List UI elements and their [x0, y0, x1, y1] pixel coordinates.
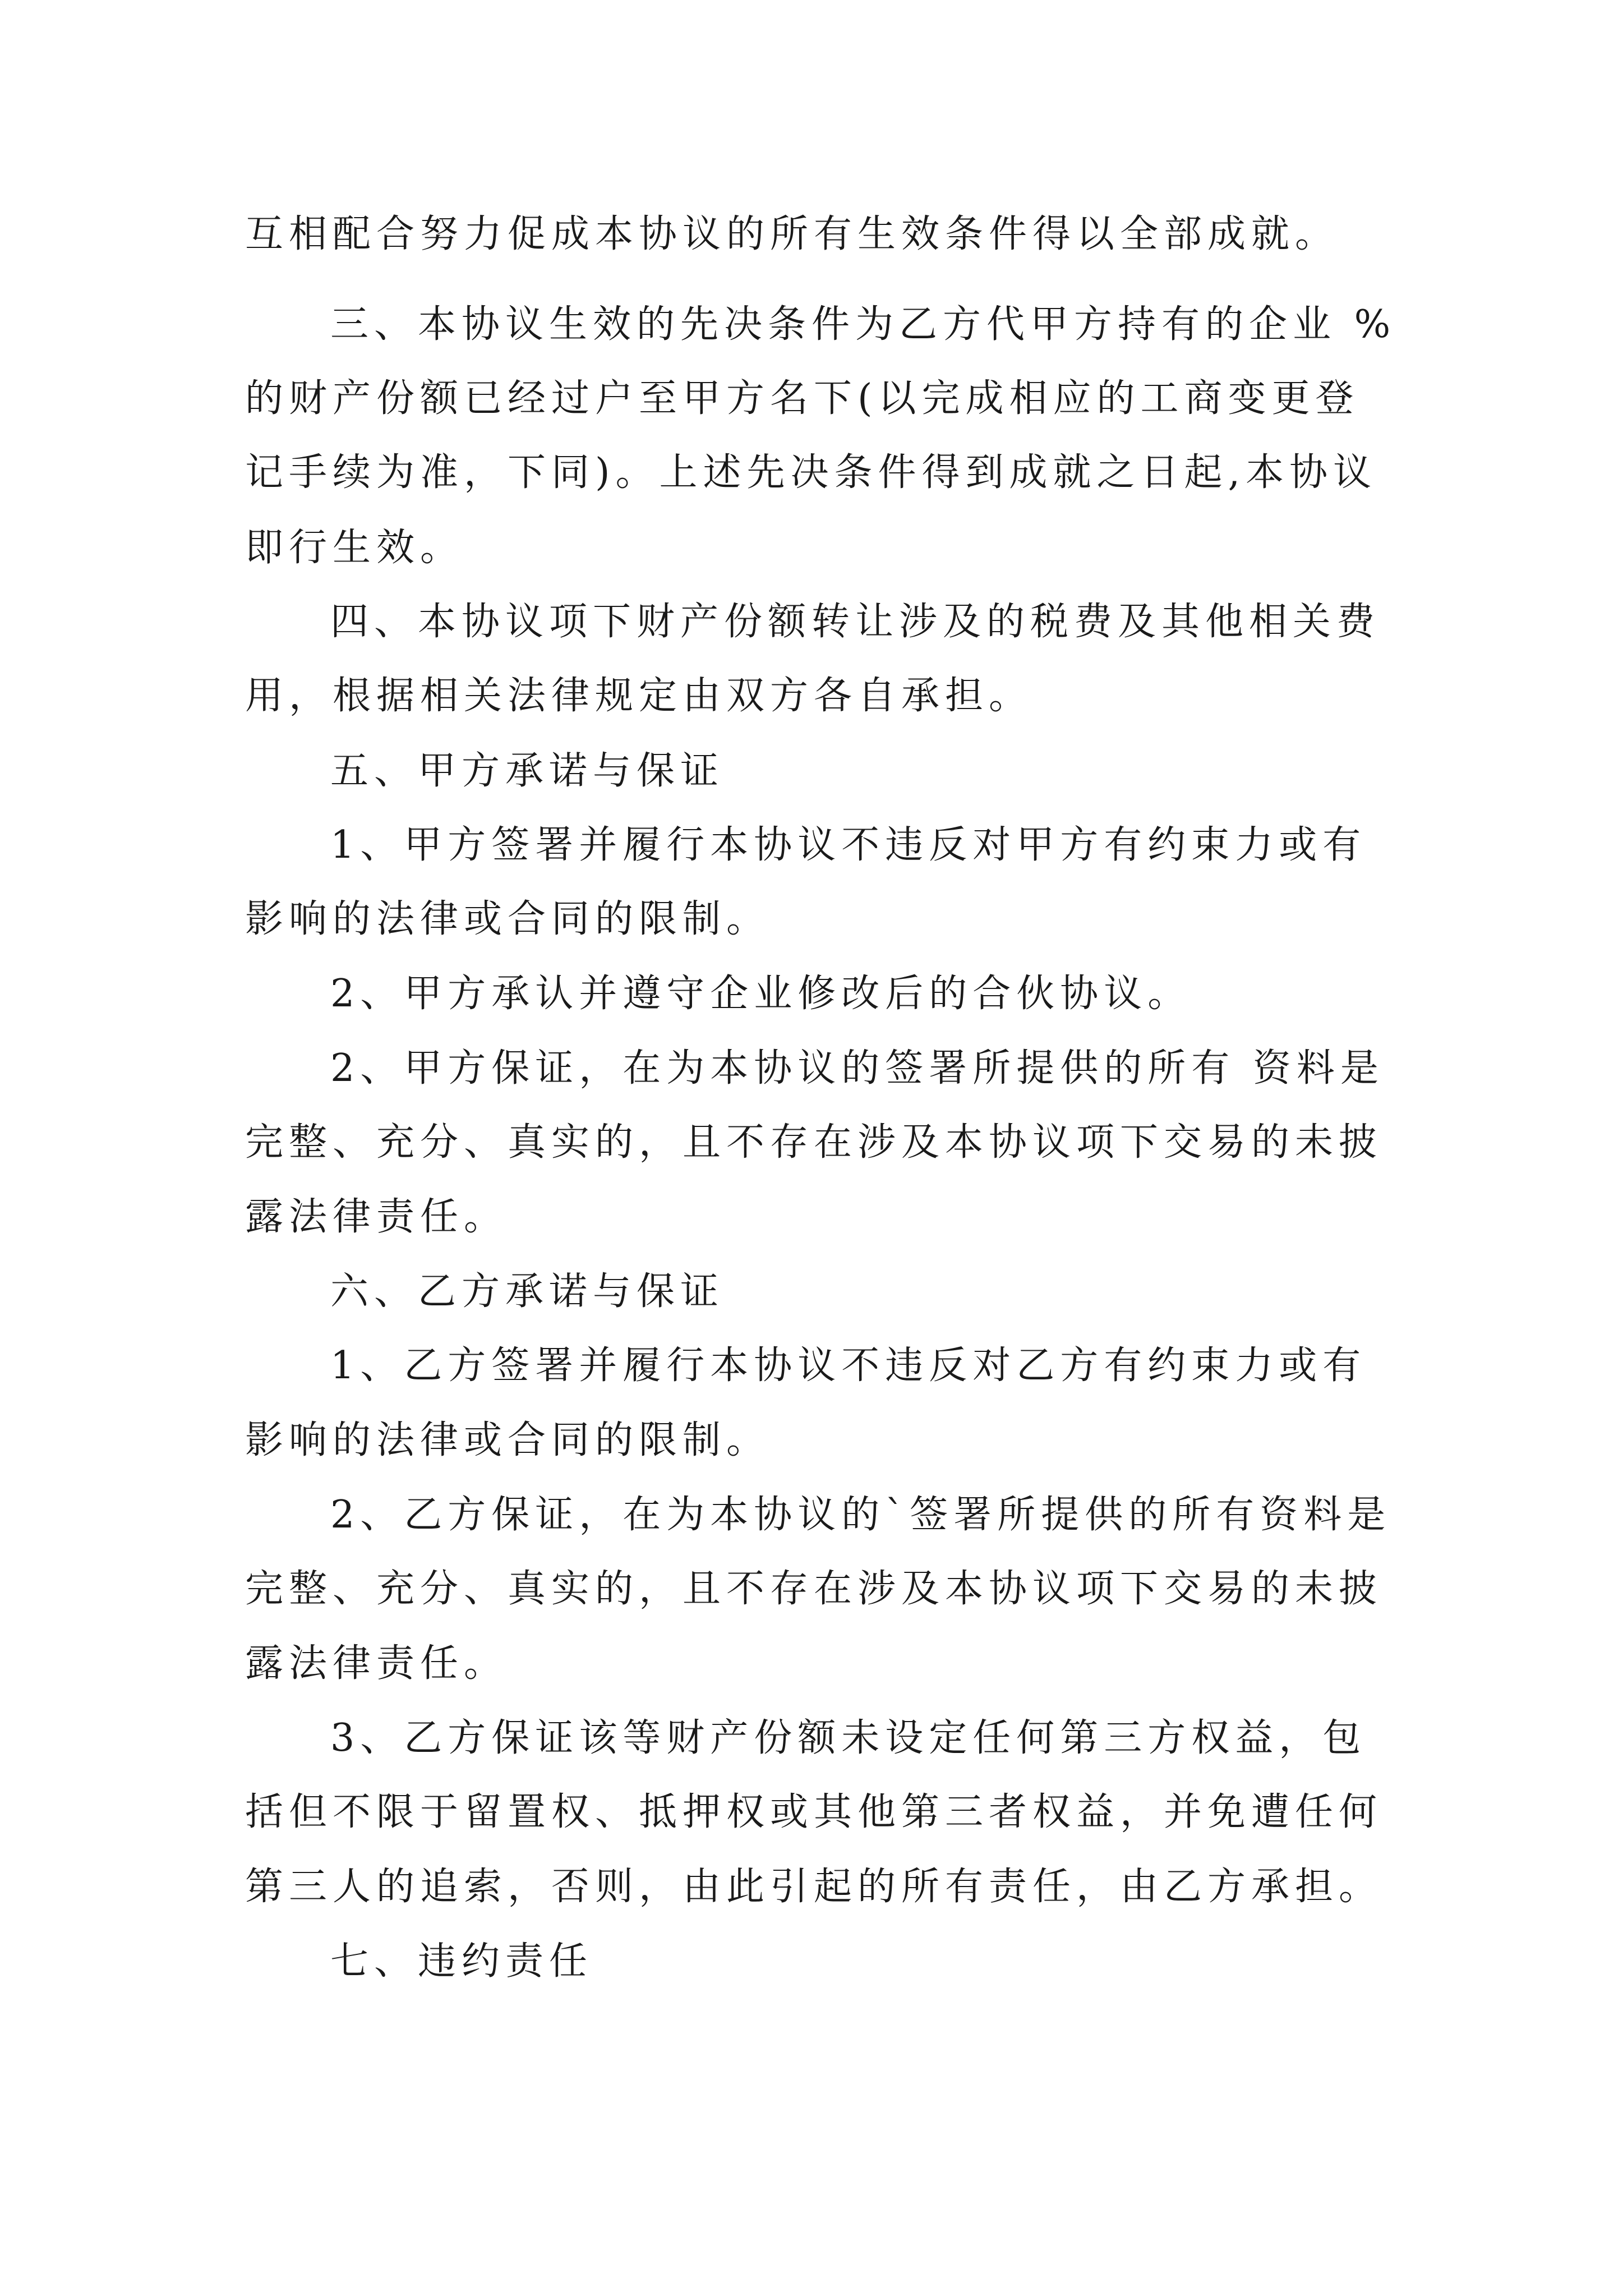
section-6-heading: 六、乙方承诺与保证 [330, 1269, 725, 1314]
clause-4-heading-line: 四、本协议项下财产份额转让涉及的税费及其他相关费 [330, 600, 1381, 644]
body-line: 用，根据相关法律规定由双方各自承担。 [245, 674, 1033, 718]
body-line: 即行生效。 [245, 526, 464, 570]
body-line: 露法律责任。 [245, 1195, 508, 1239]
item-5-2-line: 2、甲方承认并遵守企业修改后的合伙协议。 [330, 972, 1192, 1016]
clause-3-heading-line: 三、本协议生效的先决条件为乙方代甲方持有的企业 % [330, 302, 1396, 347]
item-5-1-line: 1、甲方签署并履行本协议不违反对甲方有约束力或有 [330, 823, 1367, 867]
body-line: 的财产份额已经过户至甲方名下(以完成相应的工商变更登 [245, 376, 1359, 421]
item-6-1-line: 1、乙方签署并履行本协议不违反对乙方有约束力或有 [330, 1343, 1367, 1388]
section-7-heading: 七、违约责任 [330, 1939, 593, 1984]
body-line: 影响的法律或合同的限制。 [245, 1418, 771, 1462]
item-5-2b-line: 2、甲方保证，在为本协议的签署所提供的所有 资料是 [330, 1046, 1384, 1091]
body-line: 记手续为准，下同)。上述先决条件得到成就之日起,本协议 [245, 450, 1377, 495]
body-line: 完整、充分、真实的，且不存在涉及本协议项下交易的未披 [245, 1120, 1383, 1165]
body-line: 第三人的追索，否则，由此引起的所有责任，由乙方承担。 [245, 1865, 1383, 1909]
item-6-3-line: 3、乙方保证该等财产份额未设定任何第三方权益，包 [330, 1716, 1367, 1760]
body-line: 括但不限于留置权、抵押权或其他第三者权益，并免遭任何 [245, 1790, 1383, 1834]
body-line: 互相配合努力促成本协议的所有生效条件得以全部成就。 [245, 212, 1339, 256]
section-5-heading: 五、甲方承诺与保证 [330, 749, 725, 793]
body-line: 完整、充分、真实的，且不存在涉及本协议项下交易的未披 [245, 1567, 1383, 1611]
item-6-2-line: 2、乙方保证，在为本协议的`签署所提供的所有资料是 [330, 1493, 1391, 1537]
body-line: 露法律责任。 [245, 1641, 508, 1686]
body-line: 影响的法律或合同的限制。 [245, 897, 771, 941]
